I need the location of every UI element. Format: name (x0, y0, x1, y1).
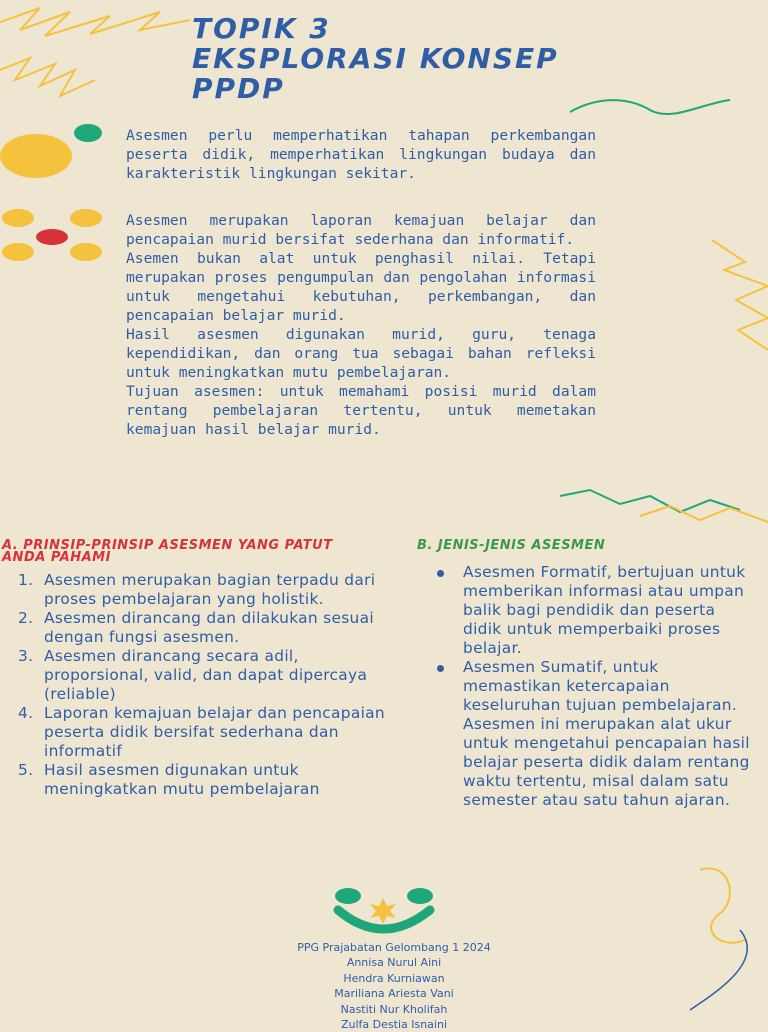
teal-dot (74, 124, 102, 142)
intro-block-2 (126, 211, 596, 439)
intro-paragraph-3: Asemen bukan alat untuk penghasil nilai. Tetapi merupakan proses pengumpulan dan pengolahan informasi untuk mengetahui kebutuhan, perkembangan, dan pencapaian belajar murid. (126, 250, 596, 324)
author-name: Hendra Kurniawan (343, 971, 445, 985)
yellow-petal-4 (70, 243, 102, 261)
assessment-type-text: Asesmen Sumatif, untuk memastikan ketercapaian keseluruhan tujuan pembelajaran. Asesmen ini merupakan alat ukur untuk mengetahui pencapaian hasil belajar peserta didik dalam rentang waktu tertentu, misal dalam satu semester atau satu tahun ajaran. (463, 658, 750, 809)
yellow-petal-2 (70, 209, 102, 227)
principle-text: Hasil asesmen digunakan untuk meningkatkan mutu pembelajaran (44, 761, 320, 798)
principles-list (18, 571, 390, 799)
yellow-circle-large (0, 134, 72, 178)
author-name: Annisa Nurul Aini (346, 956, 442, 970)
yellow-zigzag-lower-right (640, 506, 768, 522)
intro-paragraph-2: Asesmen merupakan laporan kemajuan belajar dan pencapaian murid bersifat sederhana dan informatif. (126, 212, 596, 248)
section-b-heading: B. JENIS-JENIS ASESMEN (417, 538, 606, 553)
author-name: Zulfa Destia Isnaini (340, 1018, 448, 1032)
credits-footer (234, 940, 554, 1032)
principle-number: 4. (18, 704, 34, 722)
principle-number: 3. (18, 647, 34, 665)
principle-text: Asesmen merupakan bagian terpadu dari proses pembelajaran yang holistik. (44, 571, 376, 608)
page-title (192, 14, 652, 104)
title-line-2: EKSPLORASI KONSEP (192, 42, 559, 75)
bullet-icon (437, 570, 444, 577)
assessment-types-list (437, 563, 757, 810)
yellow-curl-bottom-right (700, 868, 745, 942)
green-zigzag-lower-right (560, 490, 740, 512)
intro-paragraph-1: Asesmen perlu memperhatikan tahapan perkembangan peserta didik, memperhatikan lingkungan budaya dan karakteristik lingkungan sekitar. (126, 127, 596, 182)
principle-text: Laporan kemajuan belajar dan pencapaian peserta didik bersifat sederhana dan informatif (44, 704, 385, 760)
red-center-dot (36, 229, 68, 245)
yellow-zigzag-right (712, 240, 768, 350)
title-line-1: TOPIK 3 (192, 12, 331, 45)
principle-text: Asesmen dirancang secara adil, proporsional, valid, dan dapat dipercaya (reliable) (44, 647, 368, 703)
assessment-type-item (437, 658, 757, 810)
section-a-heading: A. PRINSIP-PRINSIP ASESMEN YANG PATUT ANDA PAHAMI (2, 538, 333, 565)
principle-item (18, 609, 390, 647)
yellow-petal-1 (2, 209, 34, 227)
principle-number: 5. (18, 761, 34, 779)
yellow-petal-3 (2, 243, 34, 261)
principle-text: Asesmen dirancang dan dilakukan sesuai dengan fungsi asesmen. (44, 609, 374, 646)
program-line: PPG Prajabatan Gelombang 1 2024 (297, 941, 491, 954)
intro-paragraph-4: Hasil asesmen digunakan murid, guru, tenaga kependidikan, dan orang tua sebagai bahan refleksi untuk meningkatkan mutu pembelajaran. (126, 326, 596, 381)
principle-item (18, 647, 390, 704)
principle-item (18, 571, 390, 609)
principle-item (18, 704, 390, 761)
intro-paragraph-5: Tujuan asesmen: untuk memahami posisi murid dalam rentang pembelajaran tertentu, untuk memetakan kemajuan hasil belajar murid. (126, 383, 596, 438)
title-line-3: PPDP (192, 72, 285, 105)
principle-item (18, 761, 390, 799)
intro-block-1 (126, 126, 596, 183)
yellow-zigzag-top-left (0, 8, 190, 96)
author-name: Mariliana Ariesta Vani (334, 987, 454, 1001)
smiley-logo (335, 888, 433, 929)
principle-number: 1. (18, 571, 34, 589)
bullet-icon (437, 665, 444, 672)
assessment-type-text: Asesmen Formatif, bertujuan untuk memberikan informasi atau umpan balik bagi pendidik dan peserta didik untuk memperbaiki proses belajar. (463, 563, 746, 657)
principle-number: 2. (18, 609, 34, 627)
author-name: Nastiti Nur Kholifah (340, 1002, 448, 1016)
assessment-type-item (437, 563, 757, 658)
